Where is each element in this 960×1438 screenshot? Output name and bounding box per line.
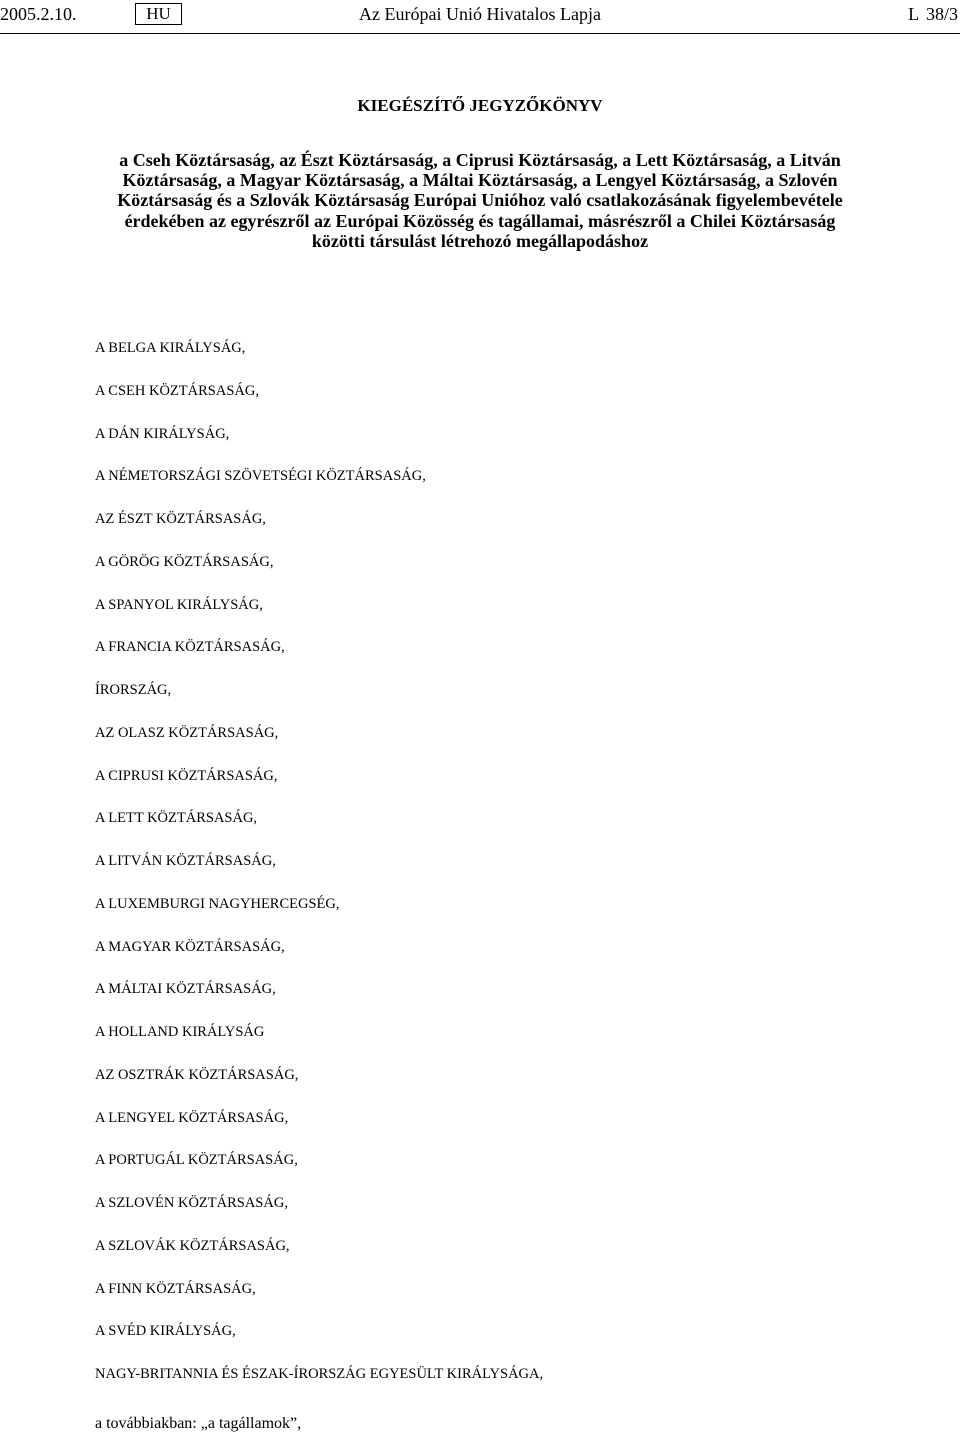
party-item: A CIPRUSI KÖZTÁRSASÁG,	[95, 767, 278, 784]
subtitle-line: Köztársaság, a Magyar Köztársaság, a Máltai Köztársaság, a Lengyel Köztársaság, a Szlovén	[122, 170, 838, 191]
journal-title: Az Európai Unió Hivatalos Lapja	[359, 4, 601, 24]
subtitle-line: a Cseh Köztársaság, az Észt Köztársaság, a Ciprusi Köztársaság, a Lett Köztársaság, a Litván	[119, 150, 841, 170]
party-item: A CSEH KÖZTÁRSASÁG,	[95, 382, 259, 399]
party-item: A LENGYEL KÖZTÁRSASÁG,	[95, 1109, 289, 1126]
party-item: A MAGYAR KÖZTÁRSASÁG,	[95, 938, 285, 955]
party-item: A SVÉD KIRÁLYSÁG,	[95, 1323, 236, 1340]
party-item: A LITVÁN KÖZTÁRSASÁG,	[95, 853, 276, 869]
party-item: A GÖRÖG KÖZTÁRSASÁG,	[95, 553, 274, 570]
language-code-box: HU	[135, 3, 182, 25]
party-item: AZ OSZTRÁK KÖZTÁRSASÁG,	[95, 1066, 299, 1083]
party-item: A HOLLAND KIRÁLYSÁG	[95, 1024, 265, 1040]
party-item: A SZLOVÉN KÖZTÁRSASÁG,	[95, 1195, 288, 1211]
party-item: A BELGA KIRÁLYSÁG,	[95, 340, 246, 356]
subtitle-line: érdekében az egyrészről az Európai Közösség és tagállamai, másrészről a Chilei Köztársaság	[124, 210, 836, 231]
contracting-parties-list	[95, 327, 915, 1396]
party-item: AZ ÉSZT KÖZTÁRSASÁG,	[95, 511, 266, 527]
party-item: A SZLOVÁK KÖZTÁRSASÁG,	[95, 1237, 290, 1254]
party-item: A FINN KÖZTÁRSASÁG,	[95, 1280, 256, 1297]
party-item: A NÉMETORSZÁGI SZÖVETSÉGI KÖZTÁRSASÁG,	[95, 468, 426, 485]
publication-date: 2005.2.10.	[0, 4, 77, 24]
party-item: AZ OLASZ KÖZTÁRSASÁG,	[95, 724, 279, 741]
document-title: KIEGÉSZÍTŐ JEGYZŐKÖNYV	[357, 96, 603, 115]
party-item: A FRANCIA KÖZTÁRSASÁG,	[95, 639, 285, 656]
subtitle-line: Köztársaság és a Szlovák Köztársaság Európai Unióhoz való csatlakozásának figyelembevétele	[117, 190, 843, 211]
page-reference: L 38/3	[908, 4, 958, 24]
party-item: A LETT KÖZTÁRSASÁG,	[95, 810, 258, 827]
party-item: A DÁN KIRÁLYSÁG,	[95, 425, 230, 442]
subtitle-line: közötti társulást létrehozó megállapodáshoz	[311, 230, 649, 251]
party-item: A SPANYOL KIRÁLYSÁG,	[95, 596, 263, 613]
closing-phrase: a továbbiakban: „a tagállamok”,	[95, 1415, 302, 1432]
party-item: NAGY-BRITANNIA ÉS ÉSZAK-ÍRORSZÁG EGYESÜLT KIRÁLYSÁGA,	[95, 1366, 544, 1382]
party-item: A PORTUGÁL KÖZTÁRSASÁG,	[95, 1152, 298, 1169]
party-item: A LUXEMBURGI NAGYHERCEGSÉG,	[95, 895, 340, 912]
party-item: A MÁLTAI KÖZTÁRSASÁG,	[95, 981, 276, 998]
document-subtitle	[60, 150, 900, 251]
party-item: ÍRORSZÁG,	[95, 682, 172, 698]
header-rule	[0, 33, 960, 34]
